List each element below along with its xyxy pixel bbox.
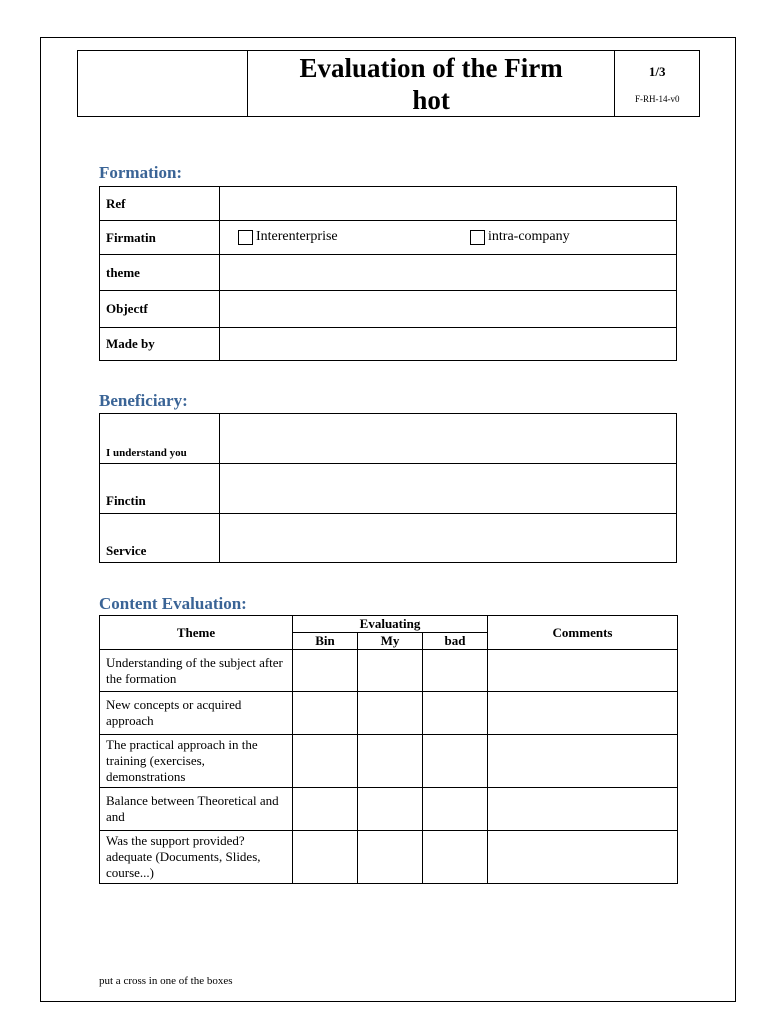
evaluating-header: Evaluating — [293, 616, 488, 633]
made-by-label: Made by — [100, 328, 220, 361]
finctin-label: Finctin — [100, 464, 220, 514]
footnote: put a cross in one of the boxes — [99, 975, 233, 987]
content-evaluation-heading: Content Evaluation: — [99, 594, 247, 613]
comments-cell[interactable] — [488, 735, 678, 788]
bin-cell[interactable] — [293, 650, 358, 692]
theme-cell: Balance between Theoretical and and — [100, 788, 293, 831]
interenterprise-option[interactable] — [238, 229, 338, 245]
document-code: F-RH-14-v0 — [634, 93, 680, 104]
beneficiary-heading: Beneficiary: — [99, 391, 188, 410]
theme-cell: Was the support provided? adequate (Documents, Slides, course...) — [100, 831, 293, 884]
title-cell — [247, 51, 615, 117]
firmatin-options — [220, 221, 677, 255]
theme-cell: Understanding of the subject after the formation — [100, 650, 293, 692]
my-header: My — [358, 633, 423, 650]
ref-label: Ref — [100, 187, 220, 221]
comments-header: Comments — [488, 616, 678, 650]
document-title: Evaluation of the Firm hot — [299, 52, 563, 115]
intra-company-option[interactable] — [470, 229, 570, 245]
comments-cell[interactable] — [488, 692, 678, 735]
logo-cell — [78, 51, 248, 117]
table-row — [100, 255, 677, 291]
table-row — [100, 187, 677, 221]
my-cell[interactable] — [358, 692, 423, 735]
table-row — [100, 788, 678, 831]
table-row — [100, 650, 678, 692]
table-row — [100, 291, 677, 328]
bin-cell[interactable] — [293, 788, 358, 831]
table-row — [100, 735, 678, 788]
interenterprise-label: Interenterprise — [256, 229, 338, 244]
page-info-cell — [615, 51, 700, 117]
made-by-field[interactable] — [220, 328, 677, 361]
comments-cell[interactable] — [488, 831, 678, 884]
bin-header: Bin — [293, 633, 358, 650]
table-row — [100, 831, 678, 884]
firmatin-label: Firmatin — [100, 221, 220, 255]
beneficiary-table — [99, 413, 677, 563]
theme-header: Theme — [100, 616, 293, 650]
objectf-field[interactable] — [220, 291, 677, 328]
my-cell[interactable] — [358, 735, 423, 788]
bin-cell[interactable] — [293, 692, 358, 735]
interenterprise-checkbox[interactable] — [238, 230, 253, 245]
ref-field[interactable] — [220, 187, 677, 221]
bin-cell[interactable] — [293, 831, 358, 884]
my-cell[interactable] — [358, 788, 423, 831]
my-cell[interactable] — [358, 650, 423, 692]
table-row — [100, 514, 677, 563]
formation-table — [99, 186, 677, 361]
bad-cell[interactable] — [423, 788, 488, 831]
theme-cell: The practical approach in the training (exercises, demonstrations — [100, 735, 293, 788]
service-field[interactable] — [220, 514, 677, 563]
bad-cell[interactable] — [423, 831, 488, 884]
theme-label: theme — [100, 255, 220, 291]
bad-cell[interactable] — [423, 735, 488, 788]
bin-cell[interactable] — [293, 735, 358, 788]
comments-cell[interactable] — [488, 650, 678, 692]
theme-cell: New concepts or acquired approach — [100, 692, 293, 735]
table-row — [100, 328, 677, 361]
understand-label: I understand you — [100, 414, 220, 464]
intra-company-checkbox[interactable] — [470, 230, 485, 245]
bad-cell[interactable] — [423, 650, 488, 692]
comments-cell[interactable] — [488, 788, 678, 831]
page-number: 1/3 — [648, 63, 666, 79]
table-row — [100, 464, 677, 514]
bad-cell[interactable] — [423, 692, 488, 735]
theme-field[interactable] — [220, 255, 677, 291]
understand-field[interactable] — [220, 414, 677, 464]
table-row — [100, 692, 678, 735]
table-row — [100, 414, 677, 464]
service-label: Service — [100, 514, 220, 563]
objectf-label: Objectf — [100, 291, 220, 328]
content-evaluation-table — [99, 615, 678, 884]
finctin-field[interactable] — [220, 464, 677, 514]
intra-company-label: intra-company — [488, 229, 570, 244]
table-row — [100, 221, 677, 255]
my-cell[interactable] — [358, 831, 423, 884]
document-header — [77, 50, 700, 117]
bad-header: bad — [423, 633, 488, 650]
formation-heading: Formation: — [99, 163, 183, 182]
table-header-row — [100, 616, 678, 633]
